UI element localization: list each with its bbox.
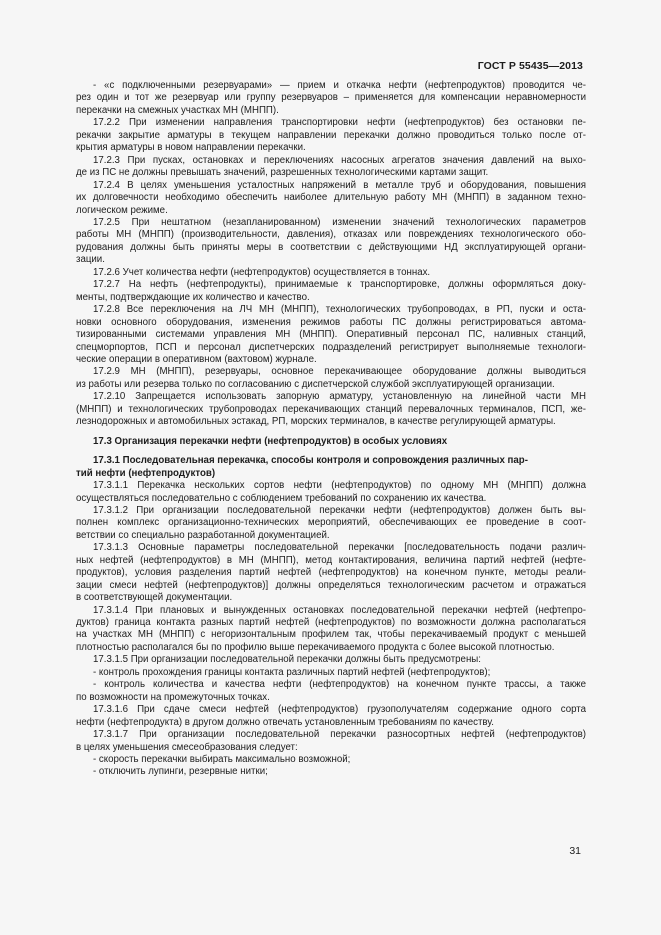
text-line: 17.3.1.7 При организации последовательной перекачки разносортных нефтей (нефтепродуктов) <box>93 729 586 741</box>
text-line: рекачки закрытие арматуры в текущем направлении перекачки должно проводиться только после от- <box>76 129 586 141</box>
text-line: ветствии со специально разработанной документацией. <box>76 529 330 541</box>
text-line: зации. <box>76 254 105 266</box>
section-17-3-heading: 17.3 Организация перекачки нефти (нефтепродуктов) в особых условиях <box>93 435 448 447</box>
section-17-3-1-text <box>76 480 586 779</box>
text-line: 17.2.6 Учет количества нефти (нефтепродуктов) осуществляется в тоннах. <box>93 266 431 278</box>
text-line: рез один и тот же резервуар или группу резервуаров – применяется для компенсации неравномерности <box>76 92 586 104</box>
text-line: крытия арматуры в новом направлении перекачки. <box>76 142 306 154</box>
text-line: плотностью располагался бы по профилю выше перекачиваемого продукта с более высокой плотностью. <box>76 641 555 653</box>
text-line: 17.3.1.5 При организации последовательной перекачки должны быть предусмотрены: <box>93 654 481 666</box>
text-line: осуществляться последовательно с соблюдением требований по сохранению их качества. <box>76 492 487 504</box>
page-content <box>76 80 586 779</box>
text-line: 17.2.9 МН (МНПП), резервуары, основное перекачивающее оборудование должны выводиться <box>93 366 586 378</box>
text-line: логическом режиме. <box>76 204 168 216</box>
text-line: полнен комплекс организационно-технических мероприятий, обеспечивающих ее проведение в соот- <box>76 517 586 529</box>
text-line: продуктов), условия разделения партий нефтей (нефтепродуктов) на конечном пункте, методы реали- <box>76 567 586 579</box>
text-line: 17.3.1.4 При плановых и вынужденных остановках последовательной перекачки нефтей (нефтепро- <box>93 604 586 616</box>
section-17-2-text <box>76 80 586 429</box>
text-line: 17.2.10 Запрещается использовать запорную арматуру, установленную на линейной части МН <box>93 391 586 403</box>
text-line: спецморпортов, ПСП и персонал диспетчерских подразделений регистрирует выполняемые технологи- <box>76 341 586 353</box>
text-line: зации смеси нефтей (нефтепродуктов)] должны определяться технологическим расчетом и отражаться <box>76 579 586 591</box>
section-17-3-1-heading: 17.3.1 Последовательная перекачка, способы контроля и сопровождения различных пар- тий нефти (нефтепродуктов) <box>76 455 528 479</box>
text-line: нефти (нефтепродукта) в другом должно отвечать установленным требованиям по качеству. <box>76 716 494 728</box>
text-line: менты, подтверждающие их количество и качество. <box>76 291 310 303</box>
text-line: на участках МН (МНПП) с негоризонтальным профилем так, чтобы перекачиваемый продукт с меньшей <box>76 629 586 641</box>
text-line: 17.2.4 В целях уменьшения усталостных напряжений в металле труб и оборудования, повышения <box>93 179 586 191</box>
text-line: - отключить лупинги, резервные нитки; <box>93 766 268 778</box>
text-line: 17.2.8 Все переключения на ЛЧ МН (МНПП), технологических трубопроводах, в РП, пуски и оста- <box>93 304 586 316</box>
text-line: 17.2.5 При нештатном (незапланированном) изменении значений технологических параметров <box>93 216 586 228</box>
text-line: из работы или резерва только по согласованию с диспетчерской службой эксплуатирующей организации. <box>76 378 555 390</box>
text-line: ческие операции в оперативном (вахтовом) журнале. <box>76 353 317 365</box>
text-line: новки основного оборудования, изменения режимов работы ПС должны регистрироваться автома- <box>76 316 586 328</box>
text-line: - «с подключенными резервуарами» — прием и откачка нефти (нефтепродуктов) проводится че- <box>93 80 586 91</box>
page-number: 31 <box>569 845 581 857</box>
text-line: 17.3.1.2 При организации последовательной перекачки нефти (нефтепродуктов) должен быть вы- <box>93 504 586 516</box>
text-line: 17.2.3 При пусках, остановках и переключениях насосных агрегатов значения давлений на выхо- <box>93 154 586 166</box>
text-line: де из ПС не должны превышать значений, разрешенных технологическими картами защит. <box>76 167 489 179</box>
text-line: их долговечности необходимо обеспечить наиболее длительную работу МН (МНПП) в заданном техно- <box>76 192 586 204</box>
text-line: 17.3.1.6 При сдаче смеси нефтей (нефтепродуктов) грузополучателям содержание одного сорта <box>93 704 586 716</box>
text-line: лезнодорожных и автомобильных эстакад, РП, морских терминалов, в качестве регулирующей арматуры. <box>76 416 556 428</box>
text-line: (МНПП) и технологических трубопроводах перекачивающих станций перевалочных терминалов, ПСП, же- <box>76 403 586 415</box>
text-line: рудования должны быть приняты меры в соответствии с действующими НД эксплуатирующей органи- <box>76 241 586 253</box>
text-line: 17.3.1.3 Основные параметры последовательной перекачки [последовательность подачи различ- <box>93 542 586 554</box>
text-line: в соответствующей документации. <box>76 592 233 604</box>
text-line: 17.3.1.1 Перекачка нескольких сортов нефти (нефтепродуктов) по одному МН (МНПП) должна <box>93 480 586 492</box>
text-line: - контроль прохождения границы контакта различных партий нефтей (нефтепродуктов); <box>93 666 491 678</box>
text-line: 17.2.2 При изменении направления транспортировки нефти (нефтепродуктов) без остановки пе- <box>93 117 586 129</box>
text-line: по возможности на промежуточных точках. <box>76 691 270 703</box>
text-line: в целях уменьшения смесеобразования следует: <box>76 741 298 753</box>
text-line: дуктов) граница контакта разных партий нефтей (нефтепродуктов) по возможности должна располагаться <box>76 617 586 629</box>
text-line: перекачки на смежных участках МН (МНПП). <box>76 104 279 116</box>
text-line: - скорость перекачки выбирать максимально возможной; <box>93 754 351 766</box>
text-line: 17.2.7 На нефть (нефтепродукты), принимаемые к транспортировке, должны оформляться доку- <box>93 279 586 291</box>
text-line: тизированными системами управления МН (МНПП). Оперативный персонал ПС, наливных станций, <box>76 329 586 341</box>
text-line: - контроль количества и качества нефти (нефтепродуктов) на конечном пункте трассы, а также <box>93 679 586 691</box>
text-line: ных нефтей (нефтепродуктов) в МН (МНПП), метод контактирования, величина партий нефтей (нефте- <box>76 554 586 566</box>
standard-header: ГОСТ Р 55435—2013 <box>477 60 583 72</box>
text-line: работы МН (МНПП) (производительности, давления), отказах или повреждениях технологического обо- <box>76 229 586 241</box>
